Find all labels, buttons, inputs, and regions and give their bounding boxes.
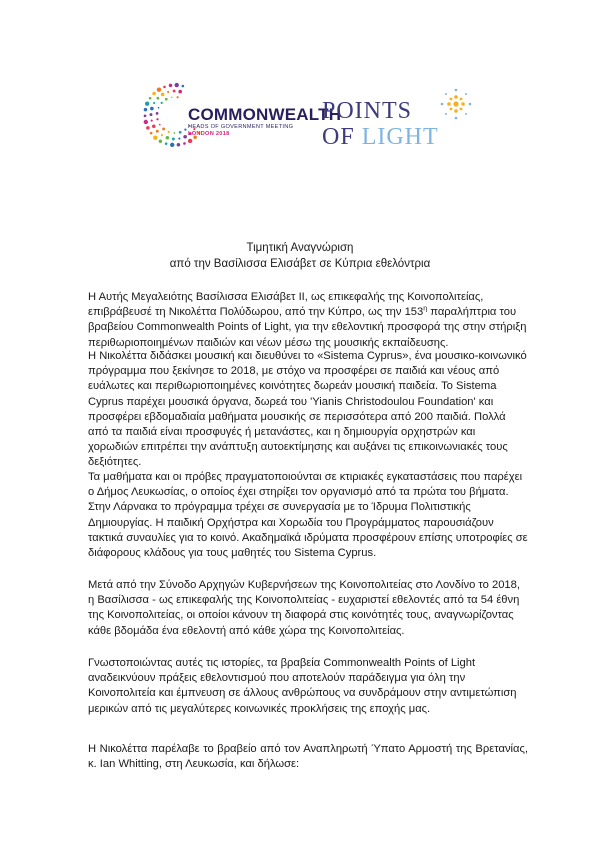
- paragraph-6: Η Νικολέττα παρέλαβε το βραβείο από τον Αναπληρωτή Ύπατο Αρμοστή της Βρετανίας, κ. Ian Whitting, στη Λευκωσία, και δήλωσε:: [88, 743, 528, 771]
- paragraph-3: Τα μαθήματα και οι πρόβες πραγματοποιούνται σε κτιριακές εγκαταστάσεις που παρέχει ο Δήμος Λευκωσίας, ο οποίος έχει στηρίξει τον οργανισμό από τα πρώτα του βήματα. Στην Λάρνακα το πρόγραμμα τρέχει σε συνεργασία με το Ίδρυμα Πολιτιστικής Δημιουργίας. Η παιδική Ορχήστρα και Χορωδία του Προγράμματος παρουσιάζουν τακτικά συναυλίες για το κοινό. Ακαδημαϊκά ιδρύματα προσφέρουν επίσης υποτροφίες σε διάφορους κλάδους για τους μαθητές του Sistema Cyprus.: [88, 471, 528, 560]
- chogm-logo-text: [188, 106, 341, 138]
- heading-line2: από την Βασίλισσα Ελισάβετ σε Κύπρια εθελόντρια: [169, 258, 431, 270]
- paragraph-1-end: παραλήπτρια του βραβείου Commonwealth Points of Light, για την εθελοντική προσφορά της στην στήριξη περιθωριοποιημένων παιδιών και νέων μέσω της μουσικής εκπαίδευσης.: [88, 306, 527, 349]
- paragraph-5: Γνωστοποιώντας αυτές τις ιστορίες, τα βραβεία Commonwealth Points of Light αναδεικνύουν πράξεις εθελοντισμού που αποτελούν παράδειγμα για όλη την Κοινοπολιτεία και έμπνευση σε άλλους ανθρώπους να συνδράμουν στην αντιμετώπιση μερικών από τις μεγαλύτερες κοινωνικές προκλήσεις της εποχής μας.: [88, 657, 517, 715]
- sparkle-star-icon: [438, 86, 474, 122]
- pol-of: OF: [322, 124, 362, 150]
- pol-line1: POINTS: [322, 98, 413, 124]
- chogm-title: COMMONWEALTH: [188, 105, 342, 124]
- pol-line2: [322, 124, 439, 151]
- paragraph-1-start: Η Αυτής Μεγαλειότης Βασίλισσα Ελισάβετ ΙΙ, ως επικεφαλής της Κοινοπολιτείας, επιβράβευσέ τη Νικολέττα Πολύδωρου, από την Κύπρο, ως την 153: [88, 291, 484, 319]
- chogm-subtitle: HEADS OF GOVERNMENT MEETING: [188, 124, 294, 130]
- heading-line1: Τιμητική Αναγνώριση: [246, 242, 354, 254]
- ordinal-superscript: η: [423, 305, 428, 313]
- paragraph-1: [88, 290, 528, 351]
- pol-light: LIGHT: [361, 124, 439, 150]
- chogm-logo: [140, 80, 342, 150]
- paragraph-2: Η Νικολέττα διδάσκει μουσική και διευθύνει το «Sistema Cyprus», ένα μουσικο-κοινωνικό πρόγραμμα που ξεκίνησε το 2018, με στόχο να προσφέρει σε παιδιά και νέους από ευάλωτες και περιθωριοποιημένες κοινότητες δωρεάν μουσική παιδεία. Το Sistema Cyprus παρέχει μουσικά όργανα, δωρεά του 'Yianis Christodoulou Foundation' και προσφέρει εβδομαδιαία μαθήματα μουσικής σε περισσότερα από 200 παιδιά. Πολλά από τα παιδιά είναι προσφυγές ή μετανάστες, και η δημιουργία ορχηστρών και χορωδιών επιτρέπει την ανάπτυξη αυτοεκτίμησης και αυξάνει τις επικοινωνιακές τους δεξιότητες.: [88, 350, 527, 469]
- points-of-light-logo: [322, 86, 472, 156]
- paragraph-4: Μετά από την Σύνοδο Αρχηγών Κυβερνήσεων της Κοινοπολιτείας στο Λονδίνο το 2018, η Βασίλισσα - ως επικεφαλής της Κοινοπολιτείας - ευχαριστεί εθελοντές από τα 54 έθνη της Κοινοπολιτείας, οι οποίοι κάνουν τη διαφορά στις κοινότητές τους, αναγνωρίζοντας κάθε βδομάδα ένα εθελοντή από κάθε χώρα της Κοινοπολιτείας.: [88, 579, 520, 637]
- chogm-location-year: LONDON 2018: [188, 131, 230, 137]
